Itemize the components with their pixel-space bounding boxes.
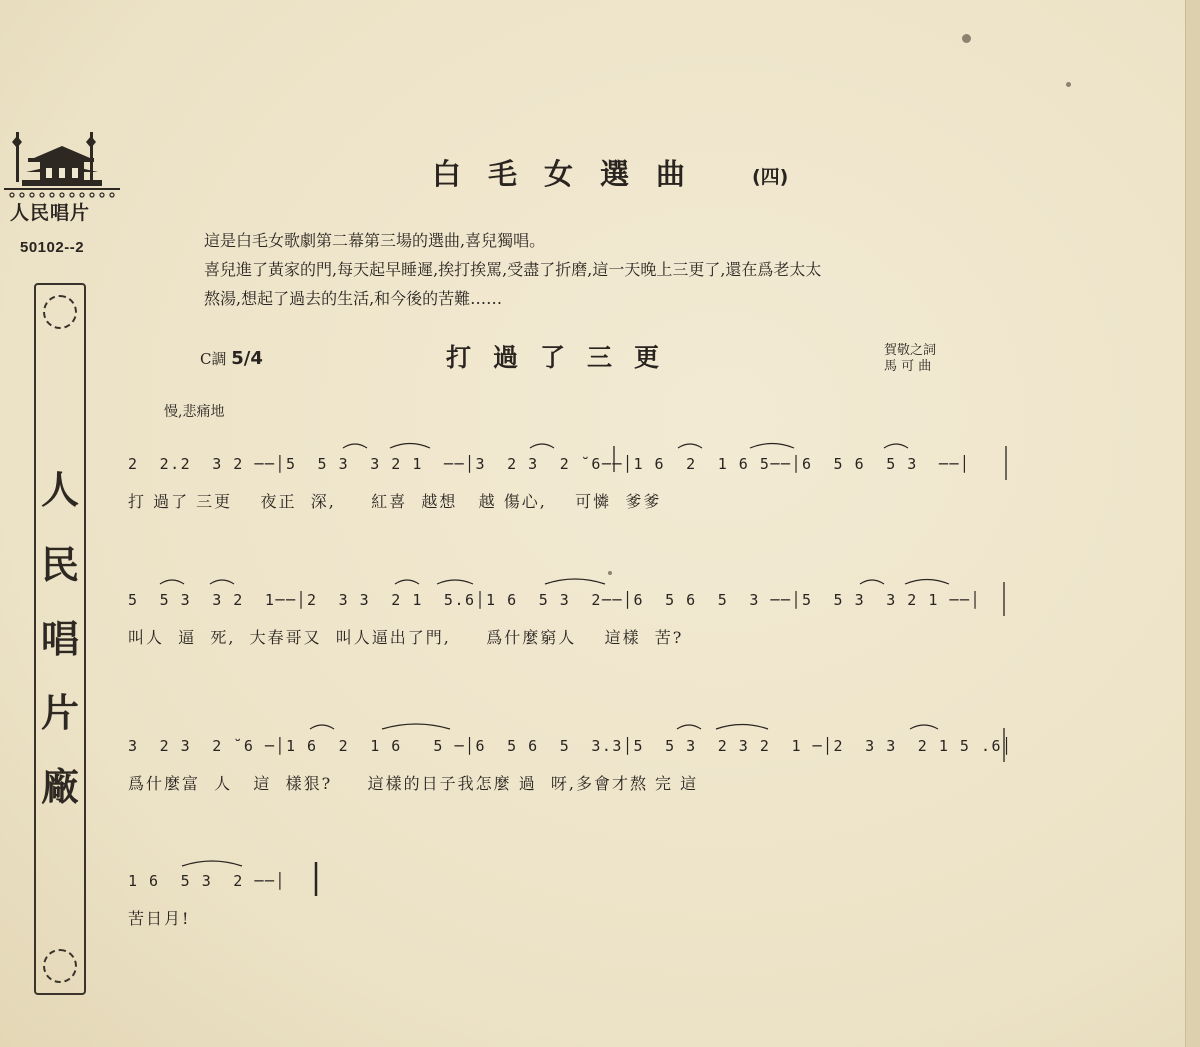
stamp-glyph: 民 (40, 541, 79, 587)
slur-mark (860, 580, 884, 584)
slur-mark (678, 444, 702, 448)
slur-mark (343, 444, 367, 448)
page-title: 白毛女選曲 (432, 157, 713, 191)
tempo-marking: 慢,悲痛地 (164, 404, 225, 420)
notation-line: 5 5 3 3 2 1──│2 3 3 2 1 5.6│1 6 5 3 2──│6 5 6 5 3 ──│5 5 3 3 2 1 ──│ (128, 591, 981, 609)
lyricist: 賀敬之詞 (884, 343, 937, 358)
slur-mark (677, 725, 701, 729)
slur-mark (310, 725, 334, 729)
slur-mark (437, 580, 473, 584)
part-number: (四) (752, 166, 789, 188)
slur-mark (905, 580, 949, 585)
intro-line: 喜兒進了黃家的門,每天起早睡遲,挨打挨罵,受盡了折磨,這一天晚上三更了,還在爲老太太 (204, 260, 822, 279)
slur-mark (210, 580, 234, 584)
stamp-glyph: 唱 (40, 615, 79, 661)
composer: 馬 可 曲 (884, 359, 932, 374)
catalog-number: 50102--2 (20, 239, 85, 256)
lyrics-line: 叫人 逼 死, 大春哥又 叫人逼出了門, 爲什麼窮人 這樣 苦? (128, 628, 684, 647)
stamp-glyph: 片 (40, 690, 79, 736)
lyrics-line: 苦日月! (128, 909, 191, 928)
slur-mark (160, 580, 184, 584)
lyrics-line: 爲什麼富 人 這 樣狠? 這樣的日子我怎麼 過 呀,多會才熬 完 這 (128, 774, 699, 793)
intro-line: 這是白毛女歌劇第二幕第三場的選曲,喜兒獨唱。 (204, 231, 546, 250)
time-signature: 5/4 (231, 348, 263, 369)
intro-line: 熬湯,想起了過去的生活,和今後的苦難…… (204, 289, 503, 308)
notation-line: 1 6 5 3 2 ──│ (128, 872, 286, 890)
slur-mark (395, 580, 419, 584)
slur-mark (545, 579, 605, 584)
lyrics-line: 打 過了 三更 夜正 深, 紅喜 越想 越 傷心, 可憐 爹爹 (128, 492, 662, 511)
slur-mark (716, 725, 768, 730)
logo-text: 人民唱片 (10, 202, 91, 224)
key-label: C調 (200, 350, 227, 368)
slur-mark (884, 444, 908, 448)
slur-mark (382, 724, 450, 729)
stamp-glyph: 廠 (40, 764, 79, 810)
slur-mark (910, 725, 938, 729)
slur-mark (390, 444, 430, 449)
notation-line: 3 2 3 2 ˘6 ─│1 6 2 1 6 5 ─│6 5 6 5 3.3│5 5 3 2 3 2 1 ─│2 3 3 2 1 5 .6│ (128, 737, 1013, 755)
stamp-glyph: 人 (40, 467, 79, 513)
slur-mark (750, 444, 794, 449)
song-title: 打過了三更 (446, 343, 682, 372)
slur-mark (530, 444, 554, 448)
notation-line: 2 2.2 3 2 ──│5 5 3 3 2 1 ──│3 2 3 2 ˘6──│1 6 2 1 6 5──│6 5 6 5 3 ──│ (128, 455, 971, 473)
slur-mark (182, 861, 242, 866)
